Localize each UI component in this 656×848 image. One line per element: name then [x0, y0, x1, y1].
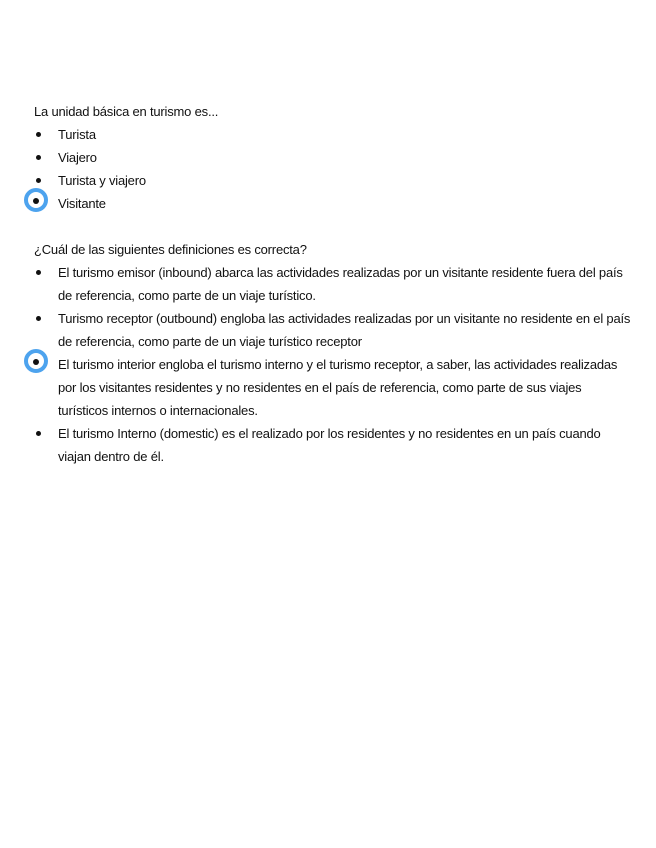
question-2-option-2[interactable] — [34, 307, 634, 353]
option-label: Turista — [58, 127, 96, 142]
question-1 — [34, 100, 634, 215]
question-2-option-1[interactable] — [34, 261, 634, 307]
question-2-option-3[interactable] — [34, 353, 634, 422]
question-1-option-4[interactable] — [34, 192, 634, 215]
bullet-icon — [36, 178, 41, 183]
option-label: Viajero — [58, 150, 97, 165]
bullet-icon — [33, 198, 39, 204]
question-1-title: La unidad básica en turismo es... — [34, 104, 219, 119]
option-label: El turismo interior engloba el turismo interno y el turismo receptor, a saber, las actividades realizadas por los visitantes residentes y no residentes en el país de referencia, como parte de sus viajes turísticos internos o internacionales. — [58, 357, 618, 418]
question-1-option-2[interactable] — [34, 146, 634, 169]
option-label: El turismo emisor (inbound) abarca las actividades realizadas por un visitante residente fuera del país de referencia, como parte de un viaje turístico. — [58, 265, 623, 303]
bullet-icon — [36, 155, 41, 160]
question-1-options — [34, 123, 634, 215]
bullet-icon — [36, 431, 41, 436]
option-label: El turismo Interno (domestic) es el realizado por los residentes y no residentes en un país cuando viajan dentro de él. — [58, 426, 601, 464]
option-label: Visitante — [58, 196, 106, 211]
question-2 — [34, 238, 634, 468]
question-2-option-4[interactable] — [34, 422, 634, 468]
question-1-option-1[interactable] — [34, 123, 634, 146]
bullet-icon — [36, 132, 41, 137]
bullet-icon — [36, 270, 41, 275]
bullet-icon — [33, 359, 39, 365]
bullet-icon — [36, 316, 41, 321]
question-1-option-3[interactable] — [34, 169, 634, 192]
option-label: Turismo receptor (outbound) engloba las actividades realizadas por un visitante no residente en el país de referencia, como parte de un viaje turístico receptor — [58, 311, 631, 349]
option-label: Turista y viajero — [58, 173, 146, 188]
question-2-title: ¿Cuál de las siguientes definiciones es correcta? — [34, 242, 307, 257]
question-2-options — [34, 261, 634, 468]
